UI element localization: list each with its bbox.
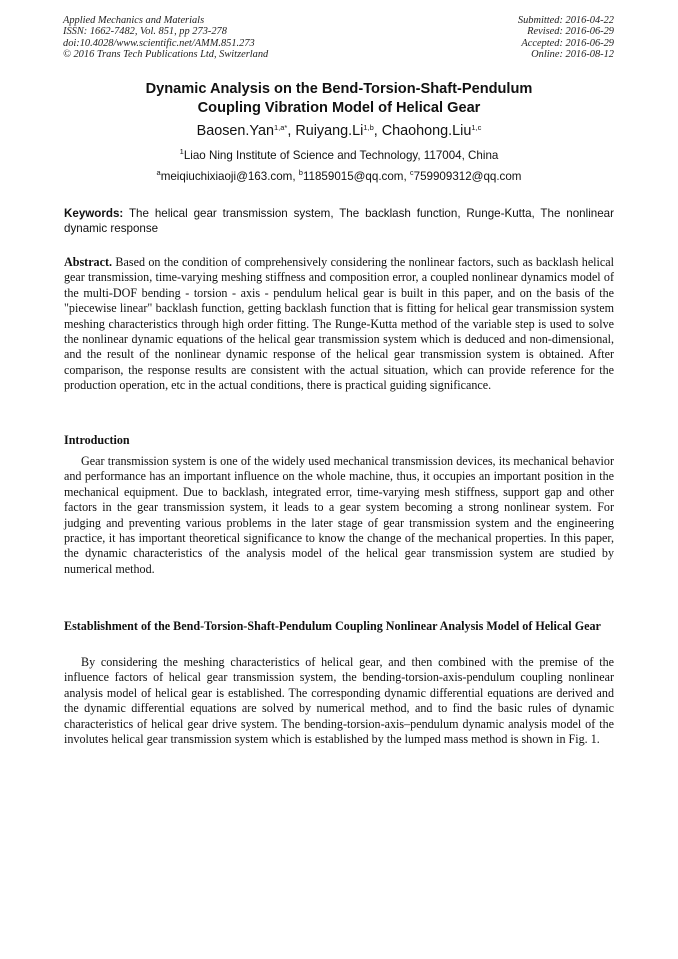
keywords <box>64 206 614 236</box>
abstract-text: Based on the condition of comprehensively considering the nonlinear factors, such as backlash helical gear transmission, time-varying meshing stiffness and composition error, a coupled nonlinear dynamics model of the multi-DOF bending - torsion - axis - pendulum helical gear is built in this paper, and on the basis of the "piecewise linear" backlash function, getting backlash function that is fitting for helical gear transmission system meshing characteristics through high order fitting. The Runge-Kutta method of the variable step is used to solve the nonlinear dynamic equations of the helical gear transmission system which is deduced and non-dimensional, and the result of the nonlinear dynamic response of the helical gear transmission system is obtained. After comparison, the response results are consistent with the actual situation, which can provide reference for the production operation, etc in the actual conditions, there is practical guiding significance. <box>64 255 614 393</box>
affiliation <box>64 149 614 163</box>
establishment-body <box>64 655 614 747</box>
journal-info <box>63 15 268 61</box>
affiliation-text: Liao Ning Institute of Science and Technology, 117004, China <box>183 149 499 162</box>
author-name: Baosen.Yan <box>196 123 274 139</box>
author-sep: , <box>373 123 382 139</box>
author-name: Chaohong.Liu <box>381 123 472 139</box>
abstract-label: Abstract. <box>64 255 113 269</box>
email-sup: b <box>298 168 303 177</box>
email-sup: c <box>409 168 414 177</box>
date-submitted: Submitted: 2016-04-22 <box>517 15 614 26</box>
section-heading-introduction: Introduction <box>64 433 130 447</box>
title-line-2: Coupling Vibration Model of Helical Gear <box>197 99 481 116</box>
keywords-text: The helical gear transmission system, The backlash function, Runge-Kutta, The nonlinear dynamic response <box>64 207 614 235</box>
introduction-body <box>64 454 614 577</box>
keywords-label: Keywords: <box>64 207 124 220</box>
date-accepted: Accepted: 2016-06-29 <box>521 37 614 49</box>
establishment-paragraph: By considering the meshing characteristics of helical gear, and then combined with the premise of the influence factors of helical gear transmission system, the bending-torsion-axis-pendulum coupling nonlinear analysis model of helical gear is established. The corresponding dynamic differential equations are derived and the dynamic differential equations are solved by numerical method, and to find the basic rules of dynamic characteristics of helical gear drive system. The bending-torsion-axis–pendulum dynamic analysis model of the involutes helical gear transmission system which is established by the lumped mass method is shown in Fig. 1. <box>64 655 614 747</box>
title-line-1: Dynamic Analysis on the Bend-Torsion-Shaft-Pendulum <box>145 81 533 97</box>
author-list <box>64 122 614 140</box>
author-sup: 1,c <box>471 123 482 132</box>
email-list <box>64 170 614 184</box>
email-address: meiqiuchixiaoji@163.com, <box>160 170 299 183</box>
date-online: Online: 2016-08-12 <box>531 49 614 61</box>
submission-dates <box>518 15 614 61</box>
author-sep: , <box>287 123 296 139</box>
introduction-paragraph: Gear transmission system is one of the widely used mechanical transmission devices, its mechanical behavior and performance has an important influence on the whole machine, thus, it occupies an important position in the mechanical equipment. Due to backlash, integrated error, time-varying mesh stiffness, support gap and other factors in the gear transmission system, it leads to a gear system becoming a strong nonlinear system. For judging and preventing various problems in the later stage of gear transmission system and the engineering practice, it has important theoretical significance to know the change of the mechanical properties. In this paper, the dynamic characteristics of the analysis model of the helical gear transmission system are studied by numerical method. <box>64 454 614 576</box>
email-sup: a <box>156 168 161 177</box>
paper-title <box>64 80 614 117</box>
email-address: 759909312@qq.com <box>413 170 522 183</box>
abstract <box>64 255 614 394</box>
section-heading-establishment: Establishment of the Bend-Torsion-Shaft-Pendulum Coupling Nonlinear Analysis Model of Helical Gear <box>64 619 601 633</box>
affiliation-sup: 1 <box>179 147 184 156</box>
email-address: 11859015@qq.com, <box>302 170 410 183</box>
journal-doi: doi:10.4028/www.scientific.net/AMM.851.273 <box>63 37 255 49</box>
journal-copyright: © 2016 Trans Tech Publications Ltd, Switzerland <box>63 49 269 61</box>
author-name: Ruiyang.Li <box>295 123 364 139</box>
journal-name: Applied Mechanics and Materials <box>63 15 205 26</box>
author-sup: 1,b <box>363 123 374 132</box>
journal-issn: ISSN: 1662-7482, Vol. 851, pp 273-278 <box>63 26 227 38</box>
date-revised: Revised: 2016-06-29 <box>527 26 614 38</box>
author-sup: 1,a* <box>273 123 288 132</box>
